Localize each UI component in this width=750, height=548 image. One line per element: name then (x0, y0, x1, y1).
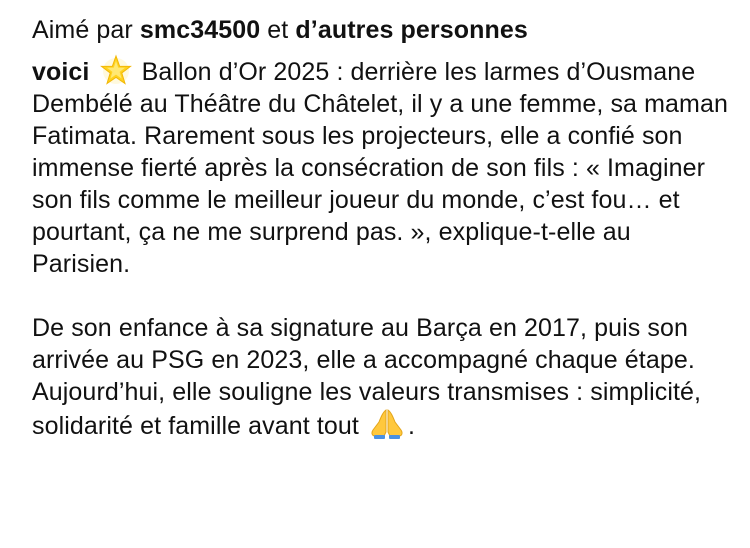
post-text-area (32, 14, 732, 442)
likes-connector: et (267, 16, 289, 44)
caption-username[interactable]: voici (32, 58, 90, 86)
caption-paragraph-2 (32, 312, 732, 442)
paragraph-spacer (32, 280, 732, 312)
caption-end-punct: . (408, 412, 416, 440)
liker-username[interactable]: smc34500 (139, 16, 261, 44)
star-icon (99, 54, 133, 86)
praying-hands-icon (368, 408, 406, 440)
caption-paragraph-1-text: Ballon d’Or 2025 : derrière les larmes d’Ousmane Dembélé au Théâtre du Châtelet, il y a une femme, sa maman Fatimata. Rarement sous les projecteurs, elle a confié son immense fierté après la consécration de son fils : « Imaginer son fils comme le meilleur joueur du monde, c’est fou… et pourtant, ça ne me surprend pas. », explique-t-elle au Parisien. (32, 58, 728, 278)
likes-others-link[interactable]: d’autres personnes (295, 16, 528, 44)
post-caption (32, 54, 732, 442)
caption-paragraph-2-text: De son enfance à sa signature au Barça en 2017, puis son arrivée au PSG en 2023, elle a accompagné chaque étape. Aujourd’hui, elle souligne les valeurs transmises : simplicité, solidarité et famille avant tout (32, 314, 702, 440)
likes-prefix: Aimé par (32, 16, 133, 44)
caption-paragraph-1 (32, 54, 732, 280)
likes-summary[interactable] (32, 14, 732, 46)
